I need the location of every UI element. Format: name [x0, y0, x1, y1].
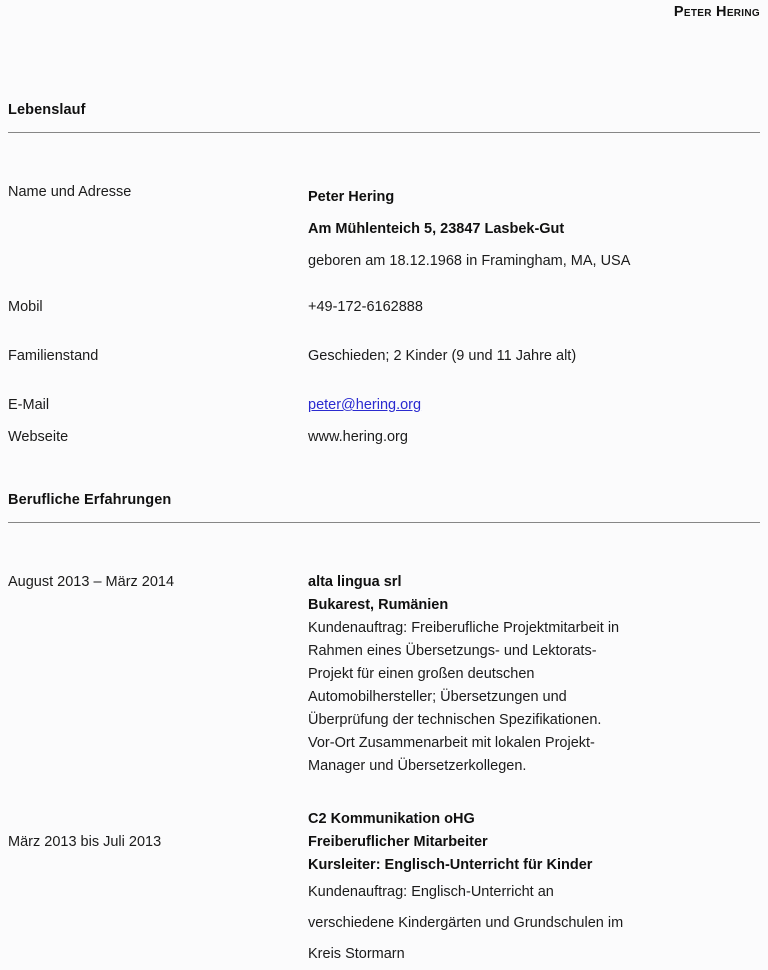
experience-description-line: Automobilhersteller; Übersetzungen und: [308, 689, 567, 705]
info-label: Familienstand: [8, 348, 99, 364]
experience-description-line: Kreis Stormarn: [308, 946, 405, 962]
info-value-line: Am Mühlenteich 5, 23847 Lasbek-Gut: [308, 221, 565, 237]
experience-entry: [8, 571, 760, 778]
experience-role: Freiberuflicher Mitarbeiter: [308, 834, 488, 850]
info-value: [308, 296, 760, 319]
info-label: Mobil: [8, 299, 43, 315]
info-value: [308, 394, 760, 417]
info-value: [308, 181, 760, 277]
info-row-familienstand: [8, 345, 760, 368]
horizontal-rule: [8, 522, 760, 523]
experience-entry: [8, 808, 760, 970]
experience-description-line: verschiedene Kindergärten und Grundschulen im: [308, 915, 624, 931]
experience-title: Kursleiter: Englisch-Unterricht für Kinder: [308, 857, 593, 873]
experience-period: März 2013 bis Juli 2013: [8, 834, 162, 850]
experience-organization: alta lingua srl: [308, 574, 402, 590]
info-row-name-und-adresse: [8, 181, 760, 277]
experience-description-line: Kundenauftrag: Englisch-Unterricht an: [308, 884, 554, 900]
section-lebenslauf: [8, 100, 760, 133]
experience-details: [308, 808, 760, 970]
experience-organization: C2 Kommunikation oHG: [308, 811, 475, 827]
info-value-line: Peter Hering: [308, 189, 395, 205]
info-value-line: +49-172-6162888: [308, 299, 423, 315]
experience-period: August 2013 – März 2014: [8, 574, 175, 590]
info-row-mobil: [8, 296, 760, 319]
running-header-name: Peter Hering: [673, 4, 760, 20]
experience-description-line: Manager und Übersetzerkollegen.: [308, 758, 527, 774]
info-row-email: [8, 394, 760, 417]
section-berufliche-erfahrungen: [8, 490, 760, 523]
horizontal-rule: [8, 132, 760, 133]
website-value: www.hering.org: [308, 429, 408, 445]
info-row-webseite: [8, 426, 760, 449]
experience-description-line: Rahmen eines Übersetzungs- und Lektorats-: [308, 643, 597, 659]
experience-description-line: Überprüfung der technischen Spezifikationen.: [308, 712, 602, 728]
section-title-lebenslauf: Lebenslauf: [8, 102, 86, 118]
experience-details: [308, 571, 760, 778]
experience-description-line: Vor-Ort Zusammenarbeit mit lokalen Projekt-: [308, 735, 595, 751]
info-label: E-Mail: [8, 397, 50, 413]
experience-description-line: Projekt für einen großen deutschen: [308, 666, 535, 682]
section-title-berufliche-erfahrungen: Berufliche Erfahrungen: [8, 492, 172, 508]
info-label: Webseite: [8, 429, 69, 445]
info-value: [308, 426, 760, 449]
email-link[interactable]: peter@hering.org: [308, 397, 422, 413]
experience-description-line: Kundenauftrag: Freiberufliche Projektmitarbeit in: [308, 620, 620, 636]
section-divider-lebenslauf: [8, 120, 760, 133]
info-value: [308, 345, 760, 368]
experience-location: Bukarest, Rumänien: [308, 597, 449, 613]
info-value-line: Geschieden; 2 Kinder (9 und 11 Jahre alt): [308, 348, 577, 364]
info-label: Name und Adresse: [8, 184, 132, 200]
section-divider-berufliche-erfahrungen: [8, 510, 760, 523]
info-value-line: geboren am 18.12.1968 in Framingham, MA, USA: [308, 253, 631, 269]
